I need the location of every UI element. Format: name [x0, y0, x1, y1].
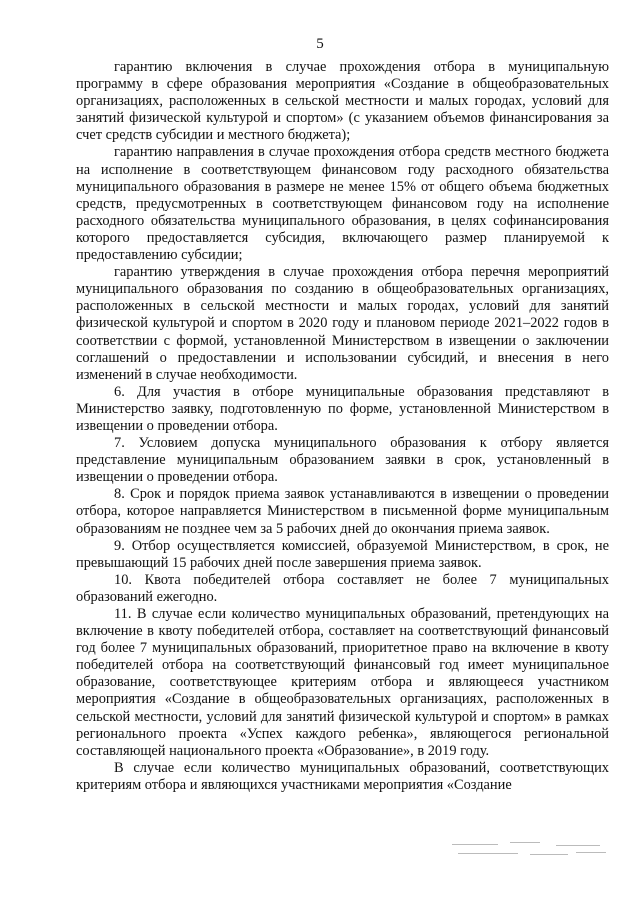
paragraph-clause-9: 9. Отбор осуществляется комиссией, образуемой Министерством, в срок, не превышающий 15 рабочих дней после завершения приема заявок.	[76, 537, 609, 571]
paragraph-guarantee-funding: гарантию направления в случае прохождения отбора средств местного бюджета на исполнение в соответствующем финансовом году расходного обязательства муниципального образования в размере не менее 15% от общего объема бюджетных средств, предусмотренных в соответствующем финансовом году на исполнение расходного обязательства муниципального образования, в целях софинансирования которого предоставляется субсидия, включающего размер планируемой к предоставлению субсидии;	[76, 144, 609, 264]
paragraph-guarantee-approval: гарантию утверждения в случае прохождения отбора перечня мероприятий муниципального образования по созданию в общеобразовательных организациях, расположенных в сельской местности и малых городах, условий для занятий физической культурой и спортом в 2020 году и плановом периоде 2021–2022 годов в соответствии с формой, установленной Министерством в извещении о заключении соглашений о предоставлении и использовании субсидий, и внесения в него изменений в случае необходимости.	[76, 264, 609, 383]
paragraph-clause-7: 7. Условием допуска муниципального образования к отбору является представление муниципальным образованием заявки в срок, установленный в извещении о проведении отбора.	[76, 435, 609, 486]
paragraph-clause-11: 11. В случае если количество муниципальных образований, претендующих на включение в квоту победителей отбора, составляет на соответствующий финансовый год более 7 муниципальных образований, приоритетное право на включение в квоту победителей отбора на соответствующий финансовый год имеет муниципальное образование, соответствующее критериям отбора и являющееся участником мероприятия «Создание в общеобразовательных организациях, расположенных в сельской местности, условий для занятий физической культурой и спортом» в рамках регионального проекта «Успех каждого ребенка», являющегося региональной составляющей национального проекта «Образование», в 2019 году.	[76, 606, 609, 759]
paragraph-clause-8: 8. Срок и порядок приема заявок устанавливаются в извещении о проведении отбора, которое направляется Министерством в письменной форме муниципальным образованиям не позднее чем за 5 рабочих дней до окончания приема заявок.	[76, 486, 609, 537]
document-body	[76, 59, 609, 794]
paragraph-guarantee-inclusion: гарантию включения в случае прохождения отбора в муниципальную программу в сфере образования мероприятия «Создание в общеобразовательных организациях, расположенных в сельской местности и малых городах, условий для занятий физической культурой и спортом» (с указанием объемов финансирования за счет средств субсидии и местного бюджета);	[76, 59, 609, 144]
paragraph-clause-10: 10. Квота победителей отбора составляет не более 7 муниципальных образований ежегодно.	[76, 571, 609, 605]
paragraph-clause-6: 6. Для участия в отборе муниципальные образования представляют в Министерство заявку, подготовленную по форме, установленной Министерством в извещении о проведении отбора.	[76, 383, 609, 434]
faint-stamp-mark	[452, 836, 612, 866]
page-number: 5	[316, 36, 324, 52]
paragraph-clause-11-continued: В случае если количество муниципальных образований, соответствующих критериям отбора и являющихся участниками мероприятия «Создание	[76, 759, 609, 793]
